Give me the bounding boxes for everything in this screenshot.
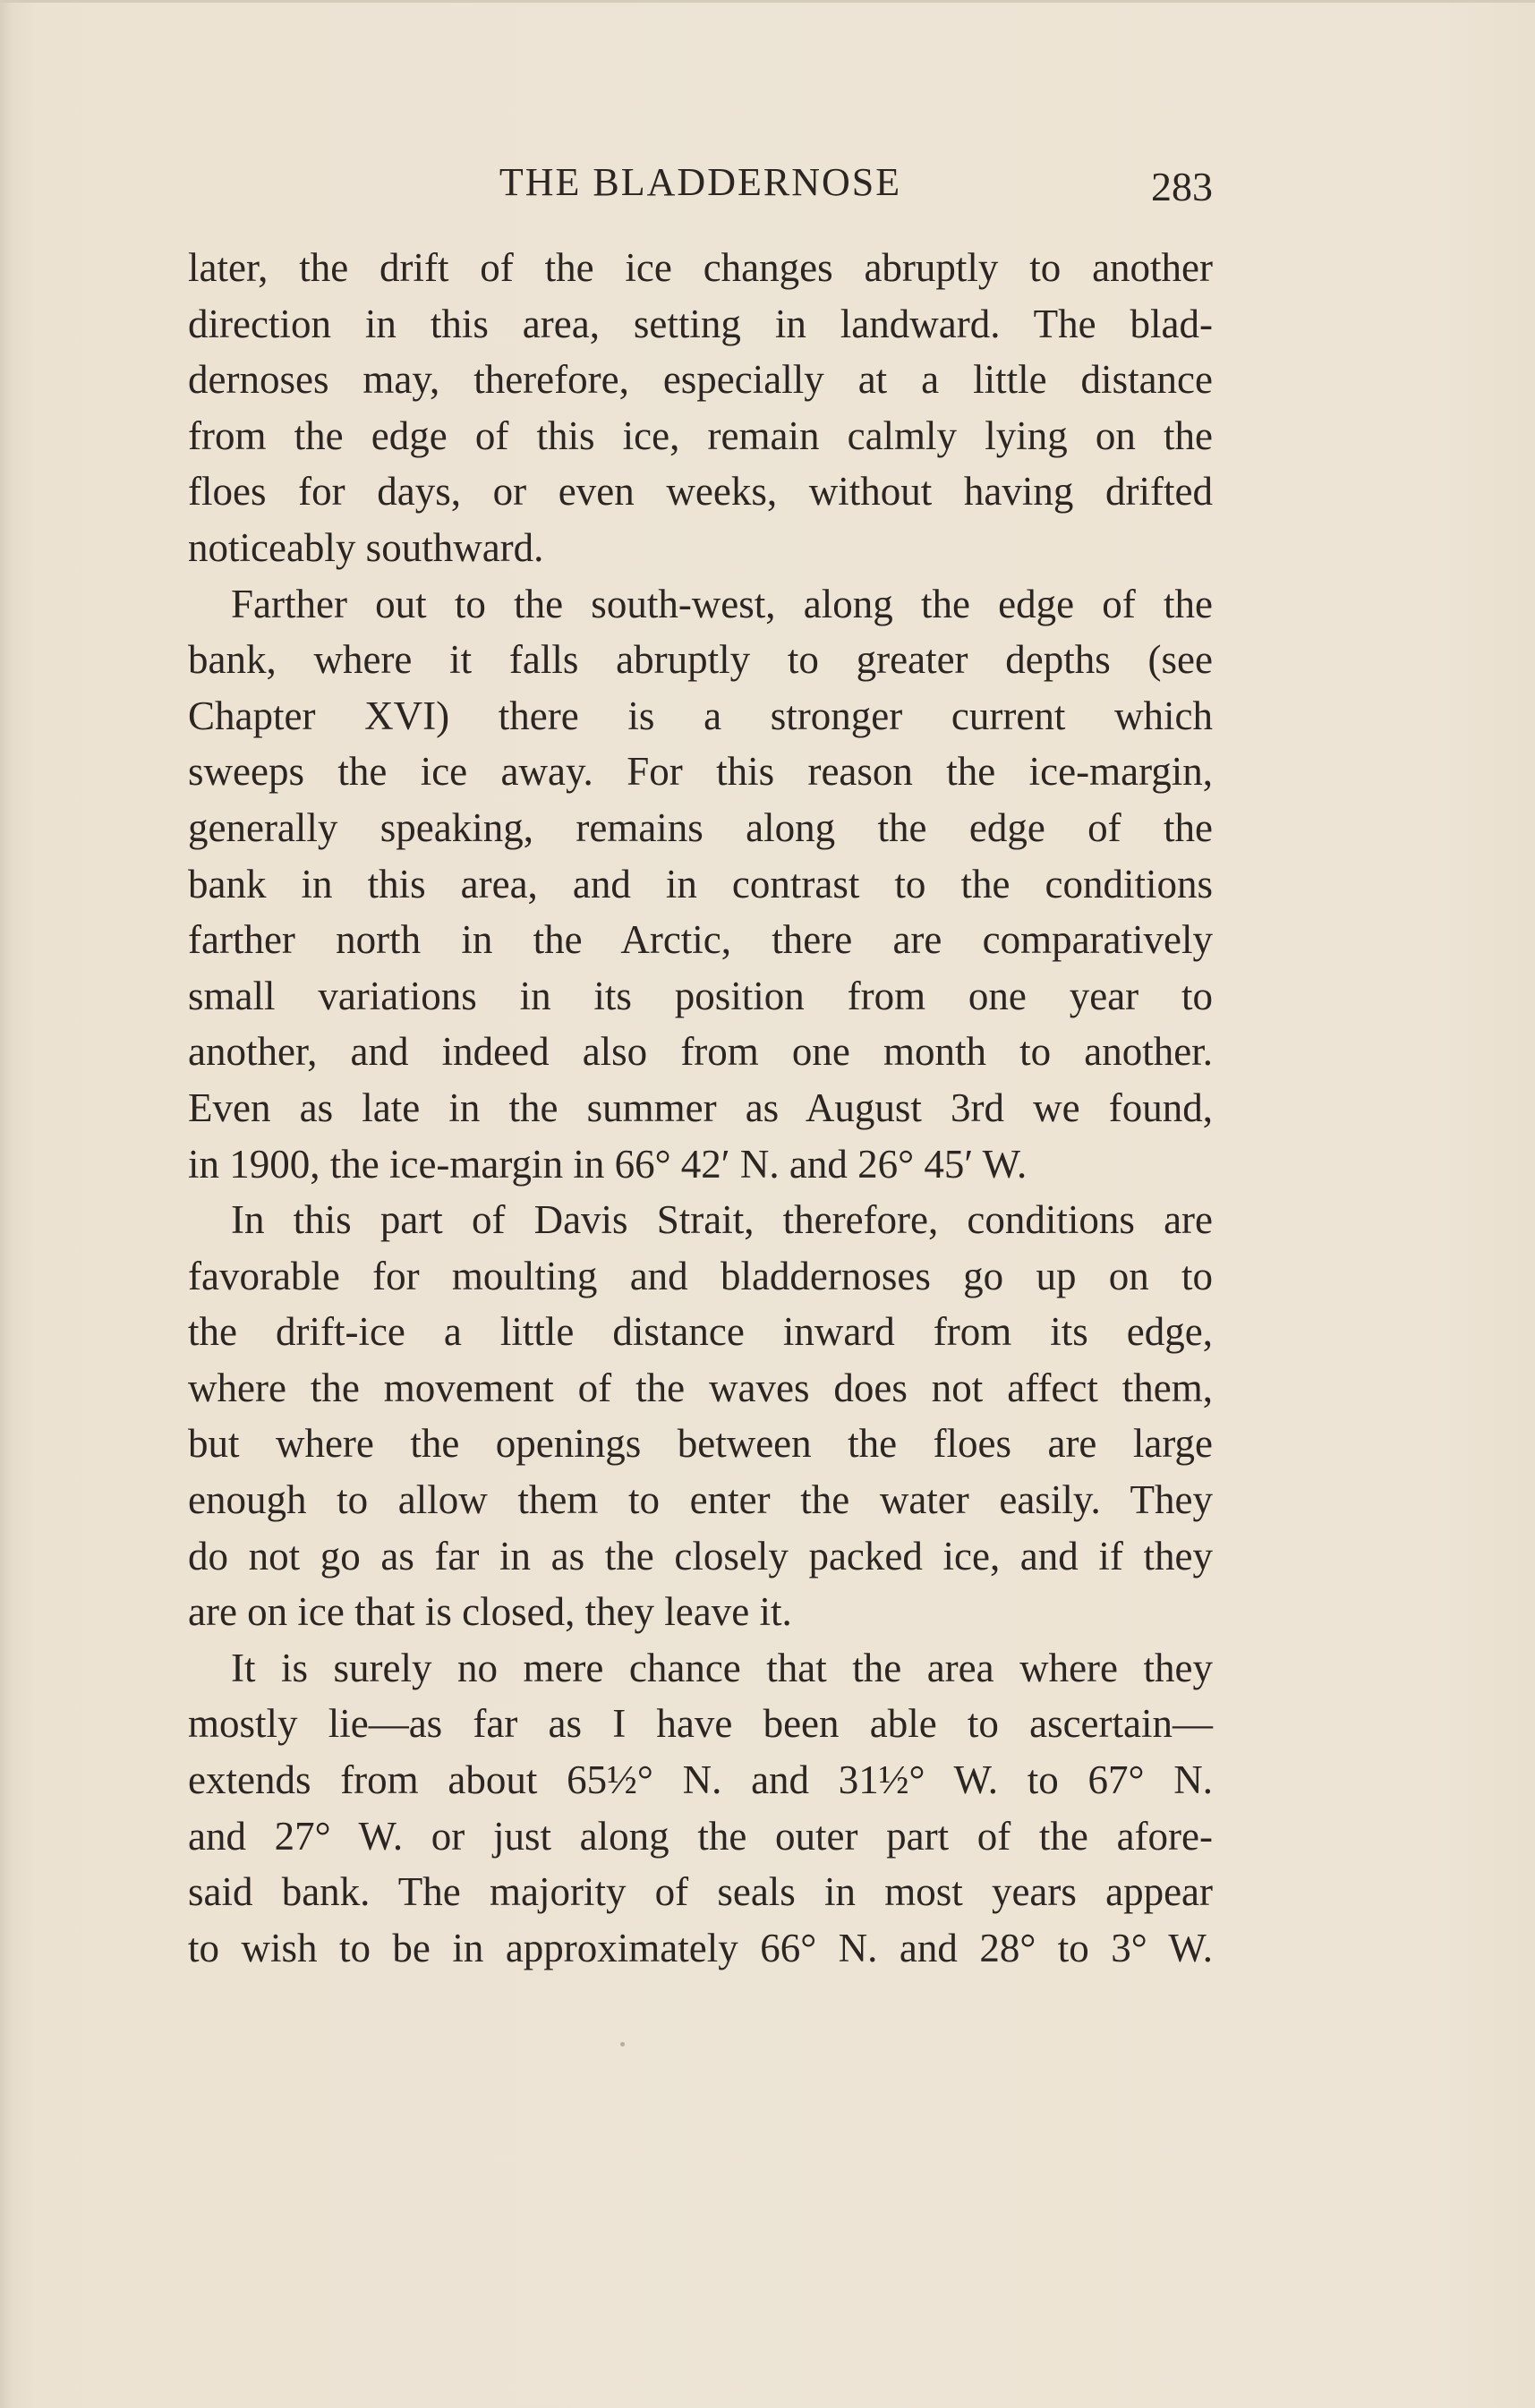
text-line: Chapter XVI) there is a stronger current which [188, 693, 1213, 738]
text-line: Farther out to the south-west, along the edge of the [231, 581, 1213, 626]
text-line: another, and indeed also from one month to another. [188, 1029, 1213, 1075]
text-line: and 27° W. or just along the outer part of the afore- [188, 1813, 1213, 1859]
text-line: where the movement of the waves does not affect them, [188, 1365, 1213, 1410]
page-number: 283 [1151, 164, 1213, 209]
text-line: in 1900, the ice-margin in 66° 42′ N. and 26° 45′ W. [188, 1141, 1028, 1187]
text-line: later, the drift of the ice changes abruptly to another [188, 245, 1213, 290]
text-line: are on ice that is closed, they leave it. [188, 1589, 792, 1635]
text-line: but where the openings between the floes are large [188, 1421, 1213, 1467]
text-line: farther north in the Arctic, there are comparatively [188, 917, 1213, 963]
text-line: noticeably southward. [188, 524, 544, 570]
text-line: favorable for moulting and bladdernoses go up on to [188, 1253, 1213, 1298]
text-line: bank, where it falls abruptly to greater depths (see [188, 637, 1213, 683]
text-line: generally speaking, remains along the edge of the [188, 804, 1213, 850]
running-title: THE BLADDERNOSE [499, 160, 902, 204]
text-line: bank in this area, and in contrast to the conditions [188, 861, 1213, 906]
text-line: enough to allow them to enter the water easily. They [188, 1477, 1213, 1523]
text-line: direction in this area, setting in landward. The blad- [188, 301, 1213, 346]
page-top-edge [0, 0, 1535, 3]
text-line: sweeps the ice away. For this reason the ice-margin, [188, 749, 1213, 795]
body-text [188, 240, 1213, 1976]
text-line: dernoses may, therefore, especially at a little distance [188, 357, 1213, 403]
text-line: the drift-ice a little distance inward from its edge, [188, 1309, 1213, 1355]
text-line: said bank. The majority of seals in most years appear [188, 1869, 1213, 1915]
text-line: extends from about 65½° N. and 31½° W. to 67° N. [188, 1757, 1213, 1803]
text-line: In this part of Davis Strait, therefore, conditions are [231, 1197, 1213, 1243]
text-line: do not go as far in as the closely packed ice, and if they [188, 1533, 1213, 1578]
text-line: floes for days, or even weeks, without having drifted [188, 469, 1213, 515]
text-line: small variations in its position from one year to [188, 973, 1213, 1018]
text-line: It is surely no mere chance that the area where they [231, 1645, 1213, 1690]
page-header [188, 159, 1213, 213]
paper-speck [620, 2042, 625, 2046]
text-line: Even as late in the summer as August 3rd we found, [188, 1085, 1213, 1130]
text-line: to wish to be in approximately 66° N. and 28° to 3° W. [188, 1925, 1213, 1970]
text-line: from the edge of this ice, remain calmly lying on the [188, 413, 1213, 458]
text-line: mostly lie—as far as I have been able to ascertain— [188, 1701, 1213, 1747]
